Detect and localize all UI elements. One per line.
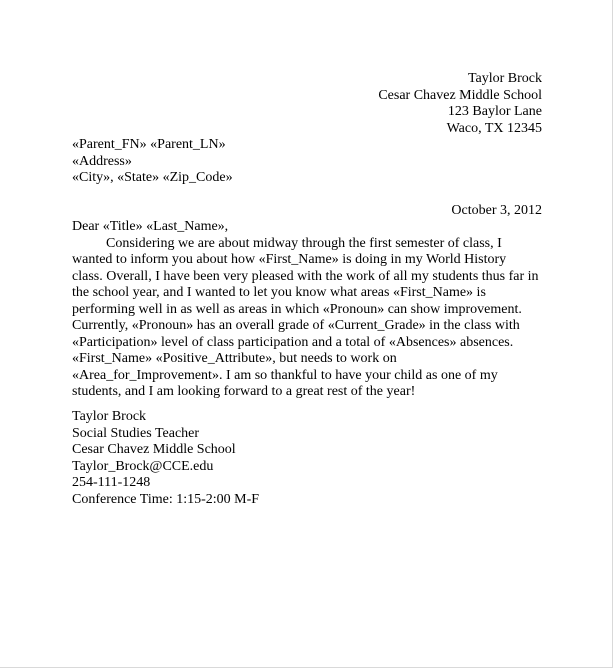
body-line: class. Overall, I have been very pleased with the work of all my students thus far in	[72, 268, 539, 284]
signature-title: Social Studies Teacher	[72, 425, 200, 441]
signature-email: Taylor_Brock@CCE.edu	[72, 458, 214, 474]
signature-school: Cesar Chavez Middle School	[72, 442, 236, 457]
recipient-address: «Address»	[72, 153, 132, 169]
sender-street: 123 Baylor Lane	[447, 104, 542, 119]
sender-name: Taylor Brock	[467, 71, 542, 86]
recipient-names: «Parent_FN» «Parent_LN»	[72, 137, 226, 152]
body-line: the school year, and I wanted to let you know what areas «First_Name» is	[72, 285, 486, 300]
signature-phone: 254-111-1248	[72, 475, 151, 490]
recipient-address-block	[72, 137, 233, 187]
body-line: students, and I am looking forward to a great rest of the year!	[72, 384, 416, 399]
sender-address-block	[378, 71, 542, 137]
body-line: wanted to inform you about how «First_Name» is doing in my World History	[72, 252, 507, 267]
body-line: «Area_for_Improvement». I am so thankful to have your child as one of my	[72, 367, 498, 383]
body-line: performing well in as well as areas in which «Pronoun» can show improvement.	[72, 301, 522, 317]
signature-conference-time: Conference Time: 1:15-2:00 M-F	[72, 491, 260, 507]
letter-date: October 3, 2012	[451, 203, 542, 218]
sender-city-state-zip: Waco, TX 12345	[446, 120, 542, 136]
body-line: «Participation» level of class participation and a total of «Absences» absences.	[72, 334, 514, 350]
body-line: «First_Name» «Positive_Attribute», but needs to work on	[72, 351, 397, 366]
signature-name: Taylor Brock	[72, 409, 147, 424]
salutation: Dear «Title» «Last_Name»,	[72, 219, 229, 234]
letter-body	[72, 219, 544, 401]
sender-school: Cesar Chavez Middle School	[378, 87, 542, 103]
recipient-city-state-zip: «City», «State» «Zip_Code»	[72, 170, 233, 185]
body-line: Considering we are about midway through the first semester of class, I	[106, 235, 502, 251]
signature-block	[72, 409, 259, 508]
body-line: Currently, «Pronoun» has an overall grade of «Current_Grade» in the class with	[72, 318, 520, 333]
